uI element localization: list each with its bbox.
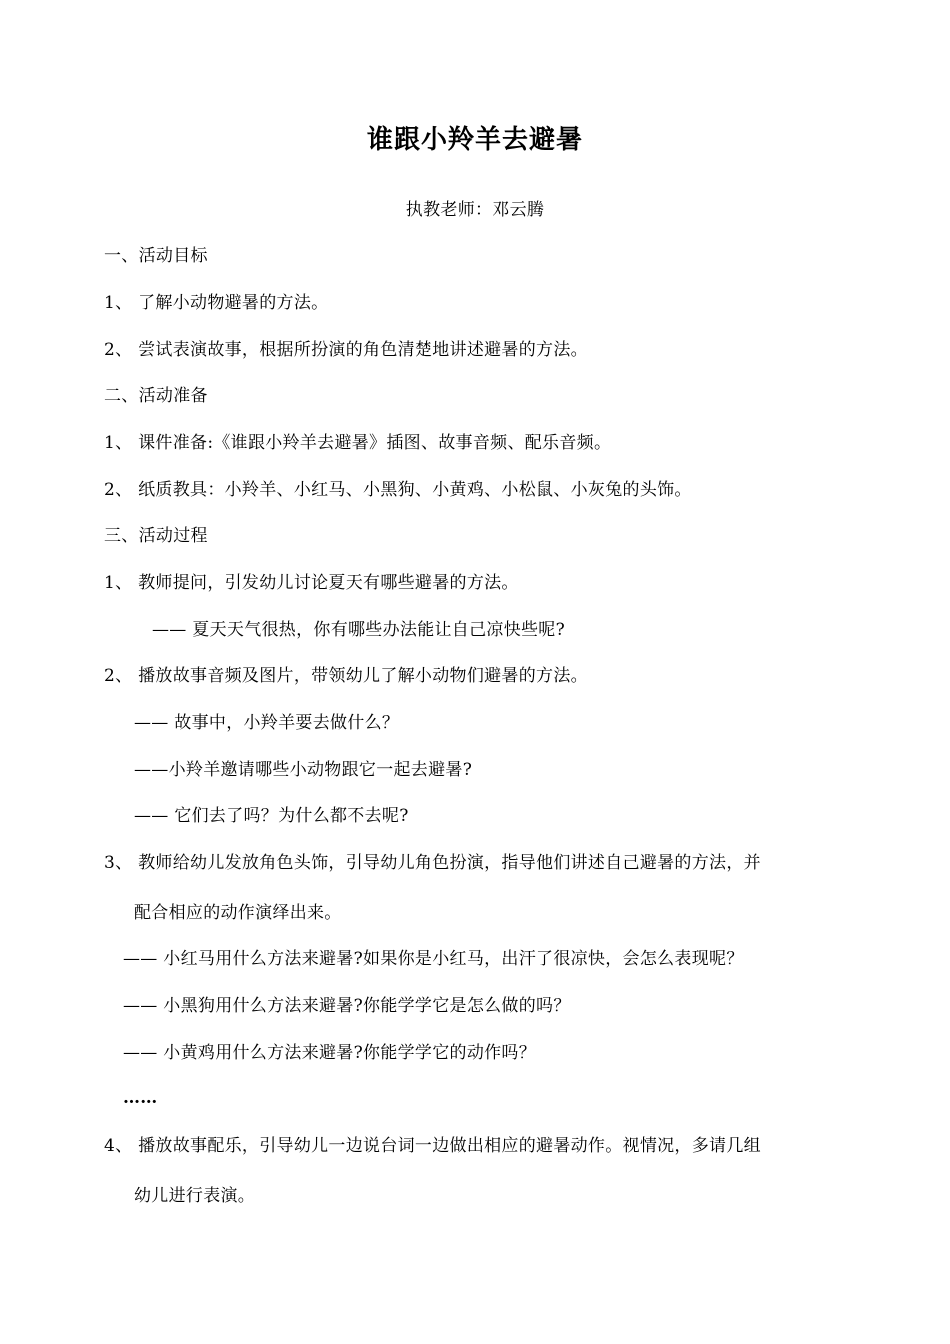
process-step-3-question-3: —— 小黄鸡用什么方法来避暑?你能学学它的动作吗？ [123,1043,537,1063]
process-step-2-question-3: —— 它们去了吗？为什么都不去呢? [134,806,409,826]
goal-item-1: 1、 了解小动物避暑的方法。 [104,293,329,313]
section-heading-goal: 一、活动目标 [104,246,208,266]
teacher-line: 执教老师：邓云腾 [405,200,545,220]
process-step-3-line-2: 配合相应的动作演绎出来。 [134,903,342,923]
process-step-2-question-1: —— 故事中，小羚羊要去做什么？ [134,713,400,733]
document-title: 谁跟小羚羊去避暑 [366,125,583,155]
process-step-3-line-1: 3、 教师给幼儿发放角色头饰，引导幼儿角色扮演，指导他们讲述自己避暑的方法，并 [104,853,761,873]
process-step-1-question-1: —— 夏天天气很热，你有哪些办法能让自己凉快些呢? [152,620,566,640]
process-step-3-question-1: —— 小红马用什么方法来避暑?如果你是小红马，出汗了很凉快，会怎么表现呢？ [123,949,744,969]
process-step-2-question-2: ——小羚羊邀请哪些小动物跟它一起去避暑? [134,760,473,780]
process-step-2: 2、 播放故事音频及图片，带领幼儿了解小动物们避暑的方法。 [104,666,588,686]
section-heading-process: 三、活动过程 [104,526,208,546]
prep-item-1: 1、 课件准备:《谁跟小羚羊去避暑》插图、故事音频、配乐音频。 [104,433,612,453]
process-step-3-question-2: —— 小黑狗用什么方法来避暑?你能学学它是怎么做的吗？ [123,996,571,1016]
section-heading-prep: 二、活动准备 [104,386,208,406]
process-step-4-line-2: 幼儿进行表演。 [134,1186,256,1206]
process-step-1: 1、 教师提问，引发幼儿讨论夏天有哪些避暑的方法。 [104,573,519,593]
process-step-4-line-1: 4、 播放故事配乐，引导幼儿一边说台词一边做出相应的避暑动作。视情况，多请几组 [104,1136,761,1156]
process-step-3-ellipsis: …… [123,1088,158,1108]
goal-item-2: 2、 尝试表演故事，根据所扮演的角色清楚地讲述避暑的方法。 [104,340,588,360]
prep-item-2: 2、 纸质教具：小羚羊、小红马、小黑狗、小黄鸡、小松鼠、小灰兔的头饰。 [104,480,692,500]
